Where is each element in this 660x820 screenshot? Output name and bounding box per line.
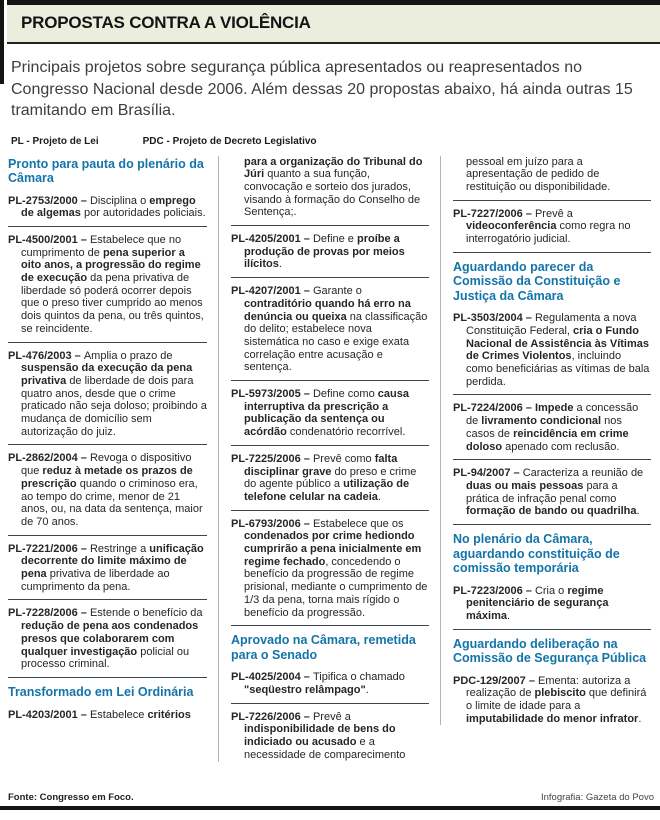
body-text: quanto a sua função, convocação e sorteio dos jurados, visando à formação do Conselho de Sentença;.	[244, 168, 421, 219]
emphasized-text: proíbe a produção de provas por meios ilícitos	[244, 233, 405, 271]
body-text: .	[365, 684, 369, 696]
body-text: como regra no interrogatório judicial.	[466, 220, 631, 246]
proposal-item	[8, 350, 207, 439]
emphasized-text: emprego de algemas	[21, 194, 196, 220]
body-text: , concedendo o benefício da progressão de regime prisional, mediante o cumprimento de 1/3 da pena, torna mais rígido o benefício da progressão.	[244, 555, 428, 619]
item-divider	[231, 225, 429, 226]
emphasized-text: unificação decorrente do limite máximo de pena	[21, 542, 204, 581]
proposal-item	[231, 285, 429, 374]
body-text: Regulamenta a nova Constituição Federal,	[466, 312, 637, 337]
section-header: Transformado em Lei Ordinária	[8, 685, 194, 699]
bottom-rule	[0, 806, 660, 810]
body-text: Estabelece	[89, 708, 148, 721]
emphasized-text: PL-6793/2006 –	[231, 517, 313, 530]
body-text: privativa de liberdade ao cumprimento da pena.	[21, 568, 170, 593]
emphasized-text: PL-7228/2006 –	[8, 607, 90, 620]
item-divider	[8, 342, 207, 343]
body-text: apenado com reclusão.	[505, 440, 620, 453]
intro-paragraph: Principais projetos sobre segurança pública apresentados ou reapresentados no Congresso Nacional desde 2006. Além dessas 20 propostas abaixo, há ainda outras 15 tramitando em Brasília.	[11, 59, 633, 119]
proposal-columns	[8, 156, 656, 762]
proposal-item	[453, 312, 651, 388]
emphasized-text: reduz à metade os prazos de prescrição	[21, 465, 193, 490]
body-text: .	[278, 258, 282, 271]
section-header: Aguardando deliberação na Comissão de Segurança Pública	[453, 636, 647, 666]
body-text: condenatório recorrível.	[289, 426, 406, 439]
emphasized-text: PL-5973/2005 –	[231, 388, 313, 401]
body-text: por autoridades policiais.	[80, 207, 206, 220]
proposal-item	[453, 208, 651, 246]
infographic-credit: Infografia: Gazeta do Povo	[540, 792, 654, 803]
body-text: pessoal em juízo para a apresentação de pedido de restituição ou disponibilidade.	[466, 155, 611, 193]
item-divider	[453, 200, 651, 201]
item-divider	[8, 599, 207, 600]
item-divider	[231, 445, 429, 446]
body-text: a concessão de	[466, 402, 639, 428]
body-text: de liberdade de dois para quatro anos, desde que o crime praticado não seja doloso; proibindo a mudança de domicílio sem autorização do juiz.	[21, 374, 207, 438]
emphasized-text: falta disciplinar grave	[244, 452, 398, 478]
item-divider	[231, 625, 429, 626]
emphasized-text: PL-4207/2001 –	[231, 285, 313, 298]
emphasized-text: PL-7223/2006 –	[453, 584, 535, 597]
emphasized-text: PL-7225/2006 –	[231, 452, 313, 465]
item-divider	[453, 252, 651, 253]
emphasized-text: reincidência em crime doloso	[466, 427, 629, 453]
body-text: para a prática de infração penal como	[466, 479, 618, 505]
proposal-item	[231, 518, 429, 620]
source-credit: Fonte: Congresso em Foco.	[8, 792, 134, 803]
emphasized-text: PL-476/2003 –	[8, 349, 84, 362]
proposal-item	[231, 388, 429, 439]
proposal-item	[8, 607, 207, 671]
proposal-item	[231, 453, 429, 504]
body-text: policial ou processo criminal.	[21, 645, 190, 671]
proposal-item	[8, 234, 207, 336]
body-text: quando o criminoso era, ao tempo do crime, menor de 21 anos, ou, na data da sentença, maior de 70 anos.	[21, 477, 203, 528]
body-text: Define e	[312, 233, 357, 246]
emphasized-text: PL-4203/2001 –	[8, 708, 90, 721]
emphasized-text: duas ou mais pessoas	[466, 479, 587, 492]
proposal-item	[8, 195, 207, 220]
abbreviation-legend	[11, 136, 660, 147]
body-text: .	[638, 712, 642, 725]
emphasized-text: para a organização do Tribunal do Júri	[244, 155, 423, 181]
emphasized-text: condenados por crime hediondo cumprirão a pena inicialmente em regime fechado	[244, 530, 422, 568]
emphasized-text: regime penitenciário de segurança máxima	[466, 584, 609, 622]
item-divider	[8, 444, 207, 445]
item-divider	[231, 380, 429, 381]
emphasized-text: PL-7226/2006 –	[231, 710, 313, 723]
item-divider	[8, 535, 207, 536]
emphasized-text: livramento condicional	[481, 415, 605, 428]
proposal-item	[231, 711, 429, 762]
body-text: nos casos de	[466, 415, 622, 440]
section-header: Pronto para pauta do plenário da Câmara	[8, 156, 204, 185]
proposal-item	[8, 543, 207, 594]
section-header: Aprovado na Câmara, remetida para o Senado	[231, 633, 416, 662]
item-divider	[453, 524, 651, 525]
emphasized-text: PL-4025/2004 –	[231, 671, 313, 684]
body-text: Estabelece que no cumprimento de	[21, 233, 182, 259]
body-text: , incluindo como beneficiárias as vítimas de bala perdida.	[466, 350, 650, 388]
footer	[0, 792, 660, 803]
proposal-continuation	[231, 156, 429, 220]
proposal-item	[453, 675, 651, 726]
item-divider	[453, 459, 651, 460]
body-text: Tipifica o chamado	[312, 671, 405, 684]
emphasized-text: PL-94/2007 –	[453, 467, 523, 480]
body-text: Ementa: autoriza a realização de	[466, 674, 631, 700]
body-text: e a necessidade de comparecimento	[244, 736, 406, 761]
emphasized-text: utilização de telefone celular na cadeia	[244, 478, 410, 503]
emphasized-text: PL-3503/2004 –	[453, 312, 535, 325]
emphasized-text: indisponibilidade de bens do indiciado ou acusado	[244, 723, 396, 749]
item-divider	[453, 629, 651, 630]
proposal-continuation	[453, 156, 651, 194]
proposal-item	[453, 585, 651, 623]
item-divider	[231, 703, 429, 704]
emphasized-text: videoconferência	[466, 220, 560, 233]
left-accent-bar	[0, 0, 4, 84]
body-text: Caracteriza a reunião de	[522, 467, 644, 480]
emphasized-text: "seqüestro relâmpago"	[244, 684, 366, 696]
body-text: na classificação do delito; estabelece nova sistemática no caso e exige exata correlação entre acusação e sentença.	[244, 310, 428, 374]
legend-pl: PL - Projeto de Lei	[11, 135, 99, 147]
emphasized-text: contraditório quando há erro na denúncia ou queixa	[244, 297, 411, 323]
proposal-item	[8, 452, 207, 528]
emphasized-text: PL-7227/2006 –	[453, 207, 535, 220]
section-header: No plenário da Câmara, aguardando constituição de comissão temporária	[453, 532, 620, 576]
body-text: Garante o	[312, 285, 362, 298]
emphasized-text: suspensão da execução da pena privativa	[21, 362, 193, 387]
emphasized-text: PL-7224/2006 – Impede	[453, 402, 577, 415]
proposal-item	[453, 402, 651, 453]
emphasized-text: PL-2753/2000 –	[8, 194, 90, 207]
emphasized-text: PL-4205/2001 –	[231, 233, 313, 246]
emphasized-text: PL-4500/2001 –	[8, 233, 90, 246]
body-text: Cria o	[534, 584, 568, 597]
proposal-item	[453, 467, 651, 518]
proposal-item	[231, 671, 429, 696]
emphasized-text: imputabilidade do menor infrator	[466, 712, 639, 725]
masthead	[7, 0, 660, 44]
emphasized-text: PL-7221/2006 –	[8, 542, 90, 555]
body-text: Estende o benefício da	[89, 607, 203, 620]
body-text: que definirá o limite de idade para a	[466, 687, 647, 713]
proposal-item	[8, 709, 207, 722]
body-text: do preso e crime do agente público a	[244, 465, 417, 491]
body-text: Revoga o dispositivo que	[21, 452, 192, 478]
emphasized-text: plebiscito	[534, 687, 589, 700]
column-1	[8, 156, 207, 722]
emphasized-text: PL-2862/2004 –	[8, 452, 90, 465]
body-text: .	[506, 609, 511, 622]
item-divider	[8, 677, 207, 678]
item-divider	[231, 277, 429, 278]
legend-pdc: PDC - Projeto de Decreto Legislativo	[142, 135, 317, 147]
body-text: da pena privativa de liberdade só poderá ocorrer depois que o preso tiver cumprido ao menos dois quintos da pena, ou três quintos, se reincidente.	[21, 272, 204, 335]
column-2	[218, 156, 429, 762]
body-text: Prevê como	[312, 452, 375, 465]
item-divider	[8, 226, 207, 227]
body-text: Disciplina o	[89, 194, 150, 207]
item-divider	[231, 510, 429, 511]
body-text: .	[377, 490, 381, 503]
body-text: Prevê a	[312, 710, 351, 723]
emphasized-text: pena superior a oito anos, a progressão do regime de execução	[21, 246, 201, 285]
body-text: Amplia o prazo de	[83, 349, 173, 362]
emphasized-text: PDC-129/2007 –	[453, 674, 538, 687]
page-title: PROPOSTAS CONTRA A VIOLÊNCIA	[21, 13, 311, 32]
proposal-item	[231, 233, 429, 271]
emphasized-text: causa interruptiva da prescrição a publicação da sentença ou acórdão	[244, 388, 409, 439]
emphasized-text: formação de bando ou quadrilha	[466, 505, 637, 518]
column-3	[440, 156, 651, 726]
body-text: .	[636, 505, 640, 518]
item-divider	[453, 394, 651, 395]
emphasized-text: cria o Fundo Nacional de Assistência às Vítimas de Crimes Violentos	[466, 324, 650, 363]
emphasized-text: critérios	[147, 708, 191, 721]
body-text: Prevê a	[534, 207, 573, 220]
section-header: Aguardando parecer da Comissão da Constituição e Justiça da Câmara	[453, 259, 621, 303]
body-text: Restringe a	[89, 542, 150, 555]
body-text: Estabelece que os	[312, 517, 404, 530]
body-text: Define como	[312, 388, 378, 401]
emphasized-text: redução de pena aos condenados presos que colaborarem com qualquer investigação	[21, 620, 199, 658]
